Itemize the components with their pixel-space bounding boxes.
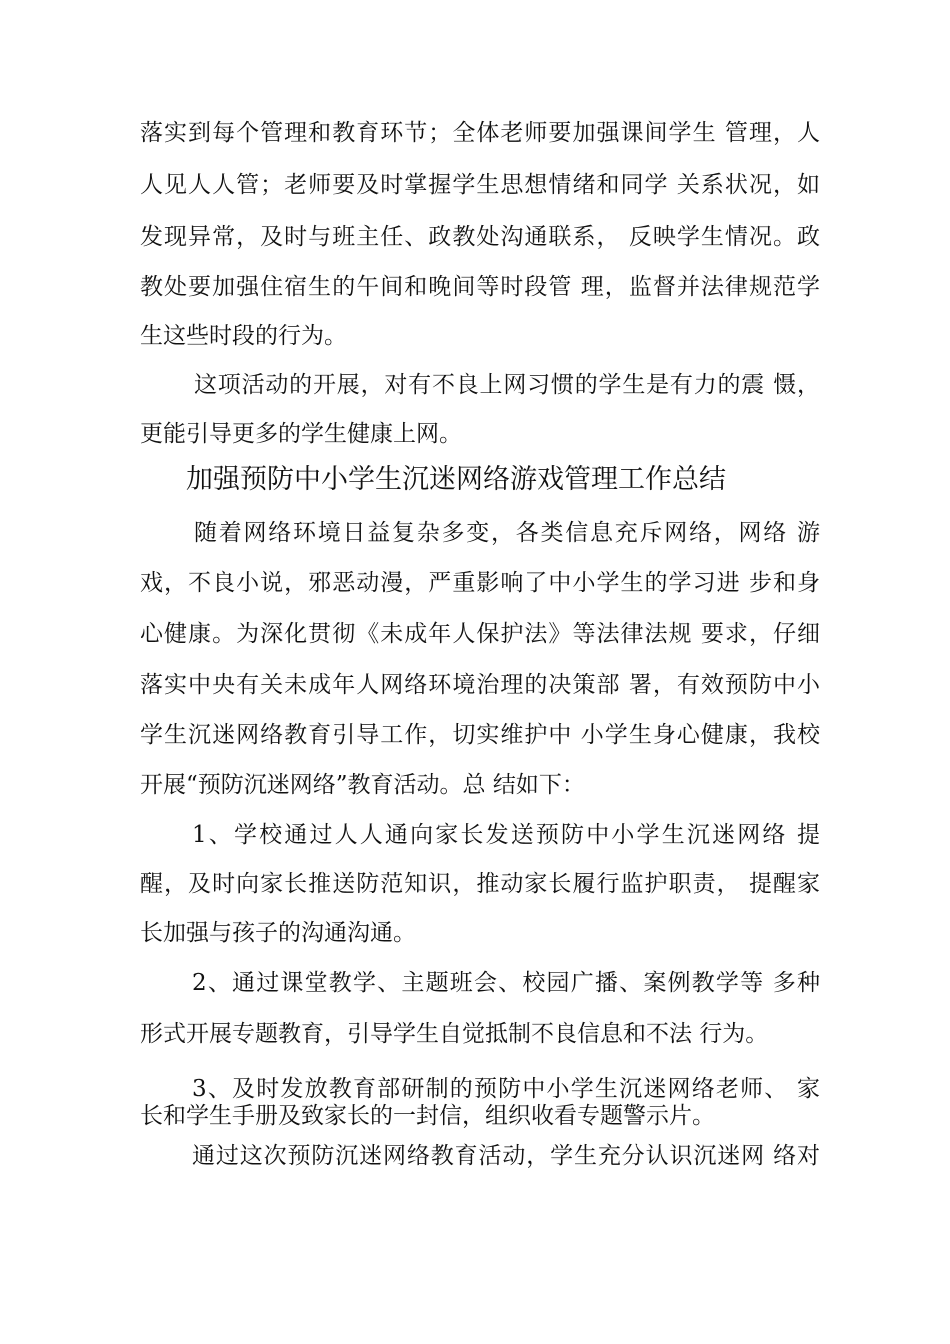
- text-line: 1、学校通过人人通向家长发送预防中小学生沉迷网络 提: [192, 822, 820, 848]
- text-line: 人见人人管；老师要及时掌握学生思想情绪和同学 关系状况，如: [140, 172, 820, 198]
- text-line: 通过这次预防沉迷网络教育活动，学生充分认识沉迷网 络对: [192, 1143, 820, 1169]
- text-line: 3、及时发放教育部研制的预防中小学生沉迷网络老师、 家: [192, 1076, 820, 1102]
- text-line: 随着网络环境日益复杂多变，各类信息充斥网络，网络 游: [194, 520, 820, 546]
- text-line: 这项活动的开展，对有不良上网习惯的学生是有力的震 慑，: [194, 372, 820, 398]
- text-line: 落实到每个管理和教育环节；全体老师要加强课间学生 管理，人: [140, 120, 820, 146]
- text-line: 形式开展专题教育，引导学生自觉抵制不良信息和不法 行为。: [140, 1021, 769, 1047]
- text-line: 2、通过课堂教学、主题班会、校园广播、案例教学等 多种: [192, 970, 820, 996]
- text-line: 落实中央有关未成年人网络环境治理的决策部 署，有效预防中小: [140, 672, 820, 698]
- text-line: 更能引导更多的学生健康上网。: [140, 421, 462, 447]
- text-line: 教处要加强住宿生的午间和晚间等时段管 理，监督并法律规范学: [140, 274, 820, 300]
- text-line: 醒，及时向家长推送防范知识，推动家长履行监护职责， 提醒家: [140, 871, 820, 897]
- text-line: 学生沉迷网络教育引导工作，切实维护中 小学生身心健康，我校: [140, 722, 820, 748]
- text-line: 长和学生手册及致家长的一封信，组织收看专题警示片。: [140, 1103, 715, 1129]
- text-line: 戏，不良小说，邪恶动漫，严重影响了中小学生的学习进 步和身: [140, 570, 820, 596]
- text-line: 生这些时段的行为。: [140, 323, 347, 349]
- text-line: 心健康。为深化贯彻《未成年人保护法》等法律法规 要求，仔细: [140, 621, 820, 647]
- text-line: 发现异常，及时与班主任、政教处沟通联系， 反映学生情况。政: [140, 224, 820, 250]
- section-title: 加强预防中小学生沉迷网络游戏管理工作总结: [186, 464, 726, 495]
- text-line: 长加强与孩子的沟通沟通。: [140, 920, 416, 946]
- text-line: 开展“预防沉迷网络”教育活动。总 结如下：: [140, 772, 585, 798]
